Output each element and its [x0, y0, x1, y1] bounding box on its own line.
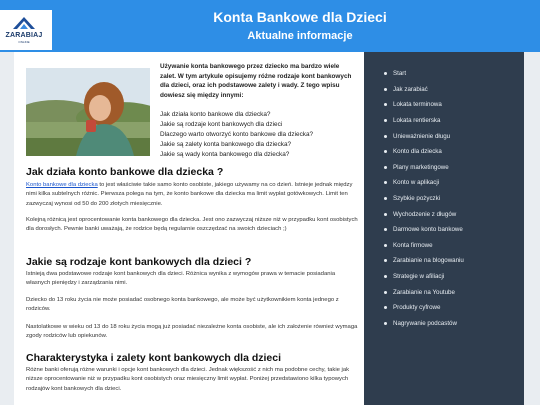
- bullet-icon: [384, 103, 387, 106]
- bullet-icon: [384, 213, 387, 216]
- paragraph: Kolejną różnicą jest oprocentowanie konta bankowego dla dziecka. Jest ono zazwyczaj niższe niż w przypadku kont osobistych dla dorosłych. Pewnie banki uważają, że rodzice będą regularnie oszczędzać na swoich dzieciach ;): [26, 217, 358, 233]
- site-title: Konta Bankowe dla Dzieci: [213, 9, 387, 25]
- bullet-icon: [384, 88, 387, 91]
- paragraph: [26, 181, 358, 209]
- bullet-icon: [384, 135, 387, 138]
- hero-image: [26, 68, 150, 156]
- section-heading: Jak działa konto bankowe dla dziecka ?: [26, 166, 224, 178]
- bullet-icon: [384, 197, 387, 200]
- house-logo-icon: [11, 14, 37, 30]
- sidebar-item-lokata-rentierska[interactable]: Lokata rentierska: [384, 113, 520, 129]
- sidebar-item-konta-firmowe[interactable]: Konta firmowe: [384, 238, 520, 254]
- toc-item[interactable]: Jakie są rodzaje kont bankowych dla dzieci: [160, 121, 283, 128]
- toc-item[interactable]: Dlaczego warto otworzyć konto bankowe dla dziecka?: [160, 131, 314, 138]
- paragraph: Nastolatkowe w wieku od 13 do 18 roku życia mogą już posiadać niezależne konta osobiste, ale ich założenie również wymaga zgody rodziców lub opiekunów.: [26, 324, 358, 340]
- paragraph: Istnieją dwa podstawowe rodzaje kont bankowych dla dzieci. Różnica wynika z wymogów prawa w temacie posiadania własnych pieniędzy i zarządzania nimi.: [26, 271, 336, 287]
- sidebar-item-darmowe-konto[interactable]: Darmowe konto bankowe: [384, 222, 520, 238]
- logo-text: ZARABIAJ: [5, 32, 43, 39]
- sidebar-item-uniewaznienie-dlugu[interactable]: Unieważnienie długu: [384, 128, 520, 144]
- paragraph: Różne banki oferują różne warunki i opcje kont bankowych dla dzieci. Jednak większość z nich ma podobne cechy, takie jak niższe oprocentowanie niż w przypadku kont osobistych oraz miesięczny limit wypłat. Poniżej przedstawiono kilka typowych rodzajów kont bankowych dla dzieci.: [26, 367, 350, 392]
- bullet-icon: [384, 275, 387, 278]
- bullet-icon: [384, 72, 387, 75]
- sidebar-nav: [364, 52, 524, 405]
- toc-item[interactable]: Jak działa konto bankowe dla dziecka?: [160, 111, 271, 118]
- bullet-icon: [384, 259, 387, 262]
- konto-link[interactable]: Konto bankowe dla dziecka: [26, 182, 98, 188]
- site-header: [0, 0, 540, 52]
- section-heading: Jakie są rodzaje kont bankowych dla dzieci ?: [26, 256, 252, 268]
- sidebar-item-blogowanie[interactable]: Zarabianie na blogowaniu: [384, 253, 520, 269]
- site-subtitle: Aktualne informacje: [247, 30, 353, 42]
- main-content: [14, 52, 364, 405]
- bullet-icon: [384, 306, 387, 309]
- bullet-icon: [384, 119, 387, 122]
- bullet-icon: [384, 228, 387, 231]
- sidebar-item-afiliacja[interactable]: Strategie w afiliacji: [384, 269, 520, 285]
- sidebar-item-start[interactable]: Start: [384, 66, 520, 82]
- sidebar-item-plany-marketingowe[interactable]: Plany marketingowe: [384, 160, 520, 176]
- section-heading: Charakterystyka i zalety kont bankowych dla dzieci: [26, 352, 282, 364]
- paragraph: Dziecko do 13 roku życia nie może posiadać osobnego konta bankowego, ale może być użytkownikiem konta jednego z rodziców.: [26, 297, 339, 313]
- page-margin: [524, 52, 540, 405]
- site-logo[interactable]: [4, 14, 44, 46]
- bullet-icon: [384, 181, 387, 184]
- sidebar-item-wychodzenie-z-dlugow[interactable]: Wychodzenie z długów: [384, 206, 520, 222]
- sidebar-item-podcasty[interactable]: Nagrywanie podcastów: [384, 316, 520, 332]
- toc-item[interactable]: Jakie są wady konta bankowego dla dziecka?: [160, 151, 290, 158]
- bullet-icon: [384, 244, 387, 247]
- toc-item[interactable]: Jakie są zalety konta bankowego dla dziecka?: [160, 141, 292, 148]
- bullet-icon: [384, 166, 387, 169]
- sidebar-item-lokata-terminowa[interactable]: Lokata terminowa: [384, 97, 520, 113]
- sidebar-menu: [384, 66, 520, 331]
- sidebar-item-szybkie-pozyczki[interactable]: Szybkie pożyczki: [384, 191, 520, 207]
- article-intro: Używanie konta bankowego przez dziecko ma bardzo wiele zalet. W tym artykule opisujemy różne rodzaje kont bankowych dla dzieci, oraz ich podstawowe zalety i wady. Z tego wpisu dowiesz się między innymi:: [160, 63, 352, 99]
- bullet-icon: [384, 150, 387, 153]
- sidebar-item-jak-zarabiac[interactable]: Jak zarabiać: [384, 82, 520, 98]
- paragraph-text: to jest właściwie takie samo konto osobiste, jakiego używamy na co dzień. Istnieje jednak między nimi kilka subtelnych różnic. Pierwsza polega na tym, że konto bankowe dla dziecka ma limit wypłat gotówkowych. Limit ten zazwyczaj wynosi od 50 do 200 złotych miesięcznie.: [26, 182, 353, 207]
- table-of-contents: [160, 110, 356, 160]
- bullet-icon: [384, 322, 387, 325]
- logo-subtext: ONLINE: [18, 40, 30, 44]
- sidebar-item-konto-dla-dziecka[interactable]: Konto dla dziecka: [384, 144, 520, 160]
- sidebar-item-youtube[interactable]: Zarabianie na Youtube: [384, 284, 520, 300]
- bullet-icon: [384, 291, 387, 294]
- sidebar-item-produkty-cyfrowe[interactable]: Produkty cyfrowe: [384, 300, 520, 316]
- sidebar-item-konto-w-aplikacji[interactable]: Konto w aplikacji: [384, 175, 520, 191]
